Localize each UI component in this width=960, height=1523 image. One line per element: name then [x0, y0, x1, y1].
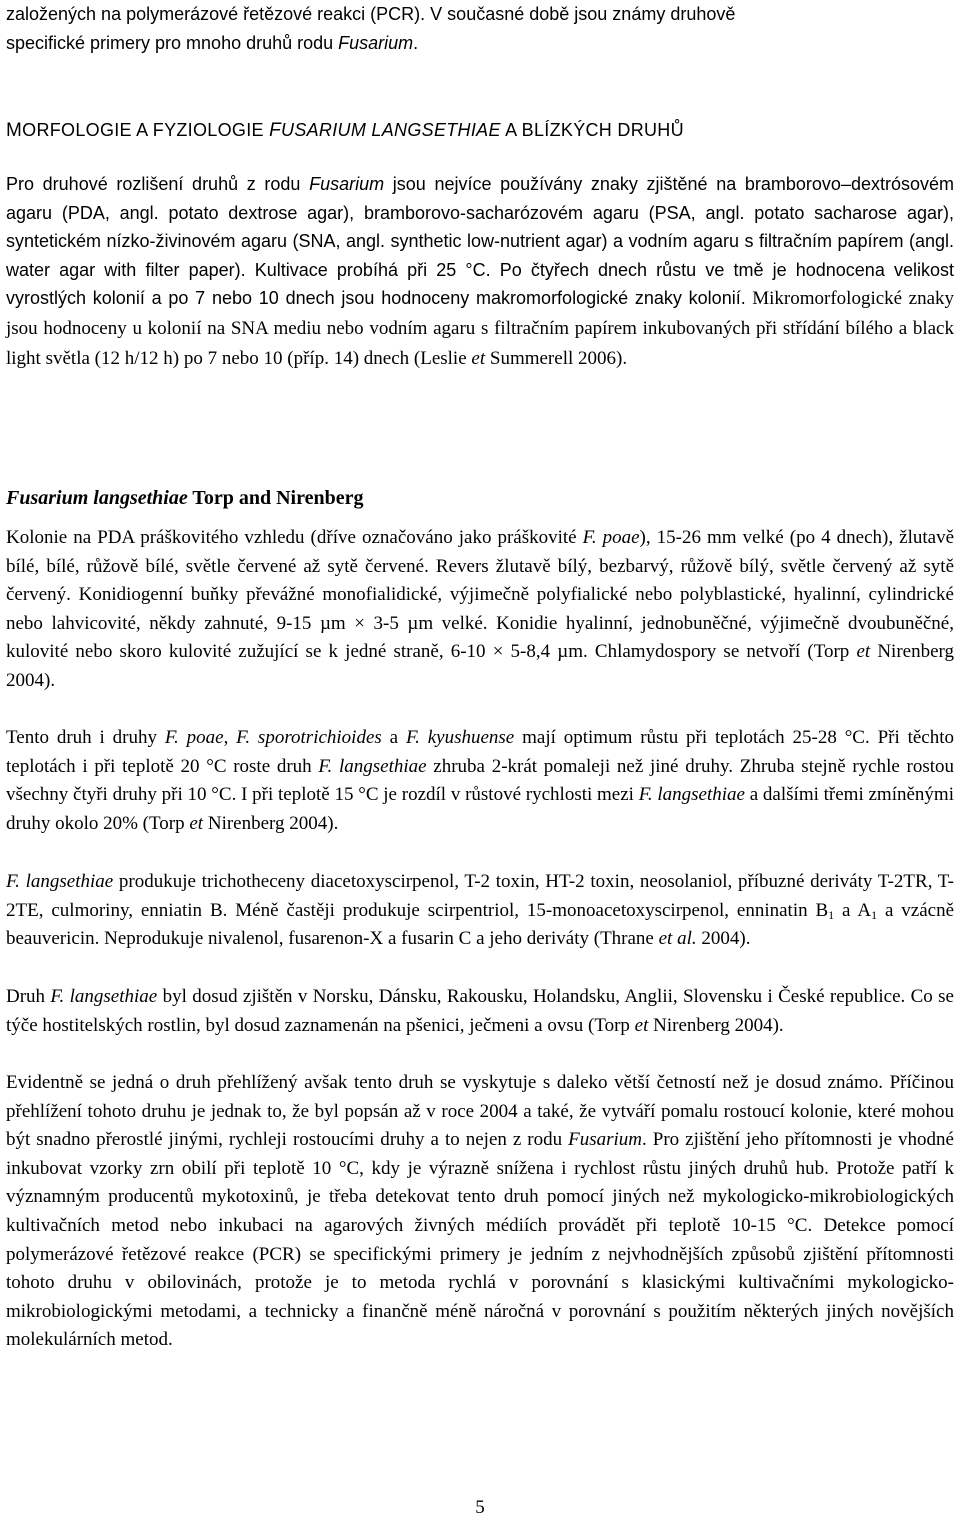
intro-text: založených na polymerázové řetězové reakci (PCR). V současné době jsou známy druhově [6, 4, 736, 24]
mycotoxin-paragraph: F. langsethiae produkuje trichotheceny diacetoxyscirpenol, T-2 toxin, HT-2 toxin, neosolaniol, příbuzné deriváty T-2TR, T-2TE, culmoriny, enniatin B. Méně častěji produkuje scirpentriol, 15-monoacetoxyscirpenol, enninatin $B_1$ a $A_1$ a vzácně beauvericin. Neprodukuje nivalenol, fusarenon-X a fusarin C a jeho deriváty (Thrane et al. 2004). [6, 871, 955, 950]
growth-paragraph: Tento druh i druhy F. poae, F. sporotrichioides a F. kyushuense mají optimum růstu při teplotách 25-28 °C. Při těchto teplotách i při teplotě 20 °C roste druh F. langsethiae zhruba 2-krát pomaleji než jiné druhy. Zhruba stejně rychle rostou všechny čtyři druhy při 10 °C. I při teplotě 15 °C je rozdíl v růstové rychlosti mezi F. langsethiae a dalšími třemi zmíněnými druhy okolo 20% (Torp et Nirenberg 2004). [6, 727, 955, 834]
intro-text: . [413, 32, 419, 53]
description-paragraph: Kolonie na PDA práškovitého vzhledu (dříve označováno jako práškovité F. poae), 15-26 mm velké (po 4 dnech), žlutavě bílé, bílé, růžově bílé, světle červené až sytě červené. Revers žlutavě bílý, bezbarvý, růžově bílý, světle červený až sytě červený. Konidiogenní buňky převážné monofialidické, výjimečně polyfialické nebo polyblastické, hyalinní, cylindrické nebo lahvicovité, někdy zahnuté, 9-15 µm × 3-5 µm velké. Konidie hyalinní, jednobuněčné, výjimečně dvoubuněčné, kulovité nebo skoro kulovité zužující se k jedné straně, 6-10 × 5-8,4 µm. Chlamydospory se netvoří (Torp et Nirenberg 2004). [6, 527, 954, 691]
intro-text: specifické primery pro mnoho druhů rodu [6, 32, 339, 53]
genus-name: Fusarium [309, 174, 385, 194]
distribution-paragraph: Druh F. langsethiae byl dosud zjištěn v Norsku, Dánsku, Rakousku, Holandsku, Anglii, Slovensku i České republice. Co se týče hostitelských rostlin, byl dosud zaznamenán na pšenici, ječmeni a ovsu (Torp et Nirenberg 2004). [6, 986, 954, 1036]
intro-paragraph [6, 0, 954, 57]
morphology-paragraph: Pro druhové rozlišení druhů z rodu Fusarium jsou nejvíce používány znaky zjištěné na bramborovo–dextrósovém agaru (PDA, angl. potato dextrose agar), bramborovo-sacharózovém agaru (PSA, angl. potato sacharose agar), syntetickém nízko-živinovém agaru (SNA, angl. synthetic low-nutrient agar) a vodním agaru s filtračním papírem (angl. water agar with filter paper). Kultivace probíhá při 25 °C. Po čtyřech dnech růstu ve tmě je hodnocena velikost vyrostlých kolonií a po 7 nebo 10 dnech jsou hodnoceny makromorfologické znaky kolonií. Mikromorfologické znaky jsou hodnoceny u kolonií na SNA mediu nebo vodním agaru s filtračním papírem inkubovaných při střídání bílého a black light světla (12 h/12 h) po 7 nebo 10 (příp. 14) dnech (Leslie et Summerell 2006). [6, 174, 954, 369]
species-title: Fusarium langsethiae Torp and Nirenberg [6, 487, 364, 509]
conclusion-paragraph: Evidentně se jedná o druh přehlížený avšak tento druh se vyskytuje s daleko větší četností než je dosud známo. Příčinou přehlížení tohoto druhu je jednak to, že byl popsán až v roce 2004 a také, že vytváří pomalu rostoucí kolonie, které mohou být snadno přerostlé jinými, rychleji rostoucími druhy a to nejen z rodu Fusarium. Pro zjištění jeho přítomnosti je vhodné inkubovat vzorky zrn obilí při teplotě 10 °C, kdy je výrazně snížena i rychlost růstu jiných druhů hub. Protože patří k významným producentů mykotoxinů, je třeba detekovat tento druh pomocí jiných než mykologicko-mikrobiologických kultivačních metod nebo inkubaci na agarových živných médiích provádět při teplotě 10-15 °C. Detekce pomocí polymerázové řetězové reakce (PCR) se specifickými primery je jedním z nejvhodnějších způsobů zjištění přítomnosti tohoto druhu v obilovinách, protože je to metoda rychlá v porovnání s klasickými kultivačními mykologicko-mikrobiologickými metodami, a technicky a finančně méně náročná v porovnání s použitím některých jiných novějších molekulárních metod. [6, 1072, 954, 1351]
page-number: 5 [475, 1497, 485, 1518]
section-heading: MORFOLOGIE A FYZIOLOGIE FUSARIUM LANGSETHIAE A BLÍZKÝCH DRUHŮ [6, 120, 684, 141]
genus-name: Fusarium [338, 32, 414, 53]
